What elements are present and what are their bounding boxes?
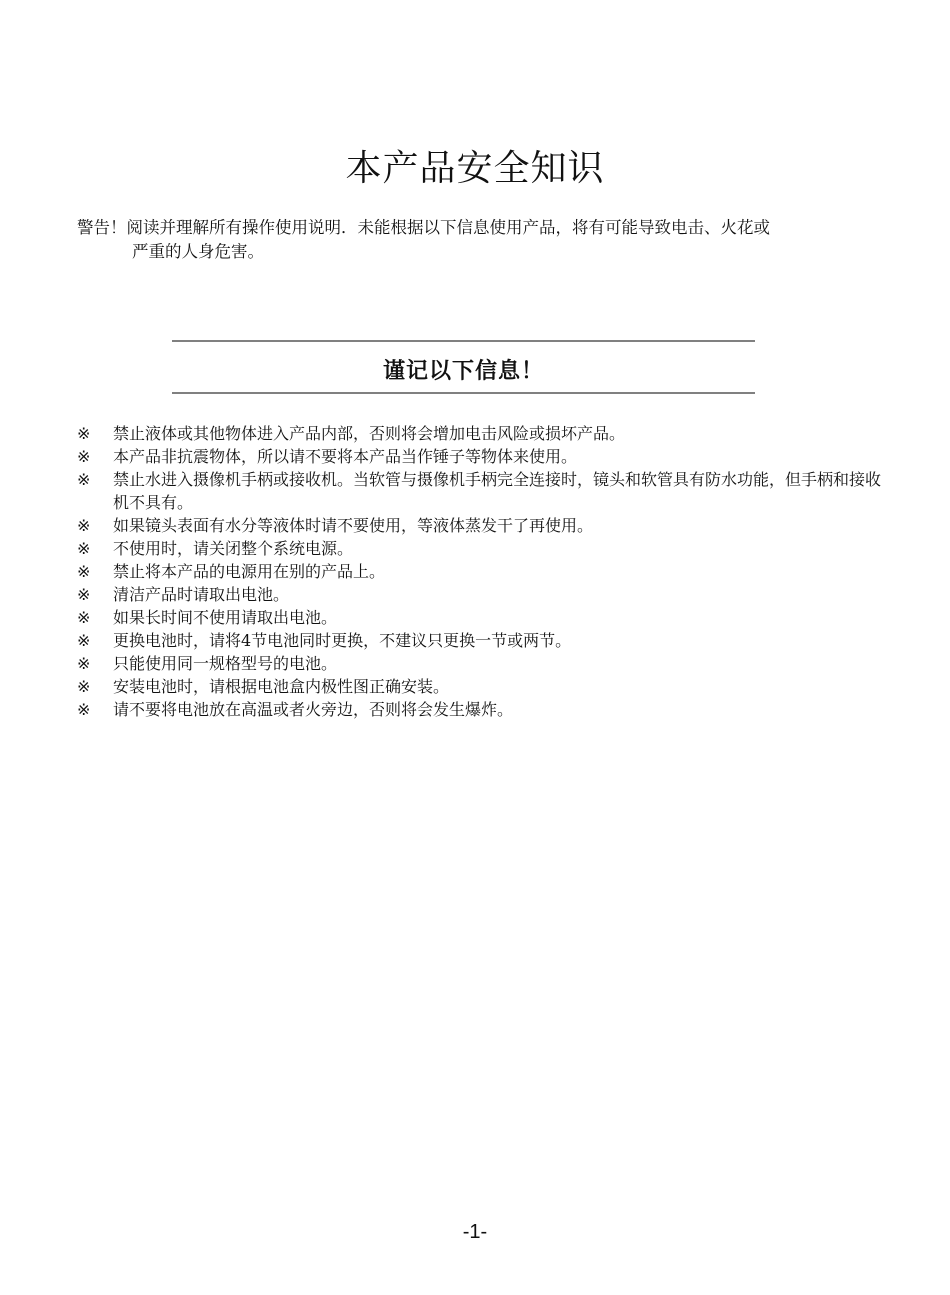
warning-line-1: 警告！阅读并理解所有操作使用说明．未能根据以下信息使用产品，将有可能导致电击、火花或 <box>77 218 770 237</box>
notice-text: 禁止将本产品的电源用在别的产品上。 <box>113 562 386 581</box>
list-item <box>77 560 882 583</box>
notice-text: 禁止液体或其他物体进入产品内部，否则将会增加电击风险或损坏产品。 <box>113 424 626 443</box>
notice-text: 本产品非抗震物体，所以请不要将本产品当作锤子等物体来使用。 <box>113 447 578 466</box>
notice-box-bottom-divider <box>172 392 755 394</box>
reference-mark: ※ <box>77 539 91 558</box>
reference-mark: ※ <box>77 608 91 627</box>
notice-text: 禁止水进入摄像机手柄或接收机。当软管与摄像机手柄完全连接时，镜头和软管具有防水功能，但手柄和接收机不具有。 <box>113 470 882 512</box>
reference-mark: ※ <box>77 700 91 719</box>
notice-text: 安装电池时，请根据电池盒内极性图正确安装。 <box>113 677 450 696</box>
notice-text: 不使用时，请关闭整个系统电源。 <box>113 539 354 558</box>
warning-line-2: 严重的人身危害。 <box>132 242 264 261</box>
list-item <box>77 629 882 652</box>
list-item <box>77 514 882 537</box>
reference-mark: ※ <box>77 447 91 466</box>
warning-paragraph <box>77 216 882 264</box>
list-item <box>77 583 882 606</box>
list-item <box>77 606 882 629</box>
page-title: 本产品安全知识 <box>345 148 605 189</box>
list-item <box>77 445 882 468</box>
list-item <box>77 537 882 560</box>
notice-box-title: 谨记以下信息！ <box>382 358 544 384</box>
notice-text: 清洁产品时请取出电池。 <box>113 585 290 604</box>
notice-text: 只能使用同一规格型号的电池。 <box>113 654 338 673</box>
reference-mark: ※ <box>77 516 91 535</box>
list-item <box>77 468 882 514</box>
reference-mark: ※ <box>77 424 91 443</box>
notice-text: 请不要将电池放在高温或者火旁边，否则将会发生爆炸。 <box>113 700 514 719</box>
reference-mark: ※ <box>77 631 91 650</box>
reference-mark: ※ <box>77 470 91 489</box>
list-item <box>77 698 882 721</box>
list-item <box>77 422 882 445</box>
safety-notice-list <box>77 422 882 721</box>
notice-box-top-divider <box>172 340 755 342</box>
notice-text: 如果镜头表面有水分等液体时请不要使用，等液体蒸发干了再使用。 <box>113 516 594 535</box>
list-item <box>77 652 882 675</box>
reference-mark: ※ <box>77 585 91 604</box>
list-item <box>77 675 882 698</box>
reference-mark: ※ <box>77 562 91 581</box>
reference-mark: ※ <box>77 677 91 696</box>
notice-text: 如果长时间不使用请取出电池。 <box>113 608 338 627</box>
page-number: -1- <box>462 1221 488 1243</box>
notice-text: 更换电池时，请将4节电池同时更换，不建议只更换一节或两节。 <box>113 631 572 650</box>
reference-mark: ※ <box>77 654 91 673</box>
